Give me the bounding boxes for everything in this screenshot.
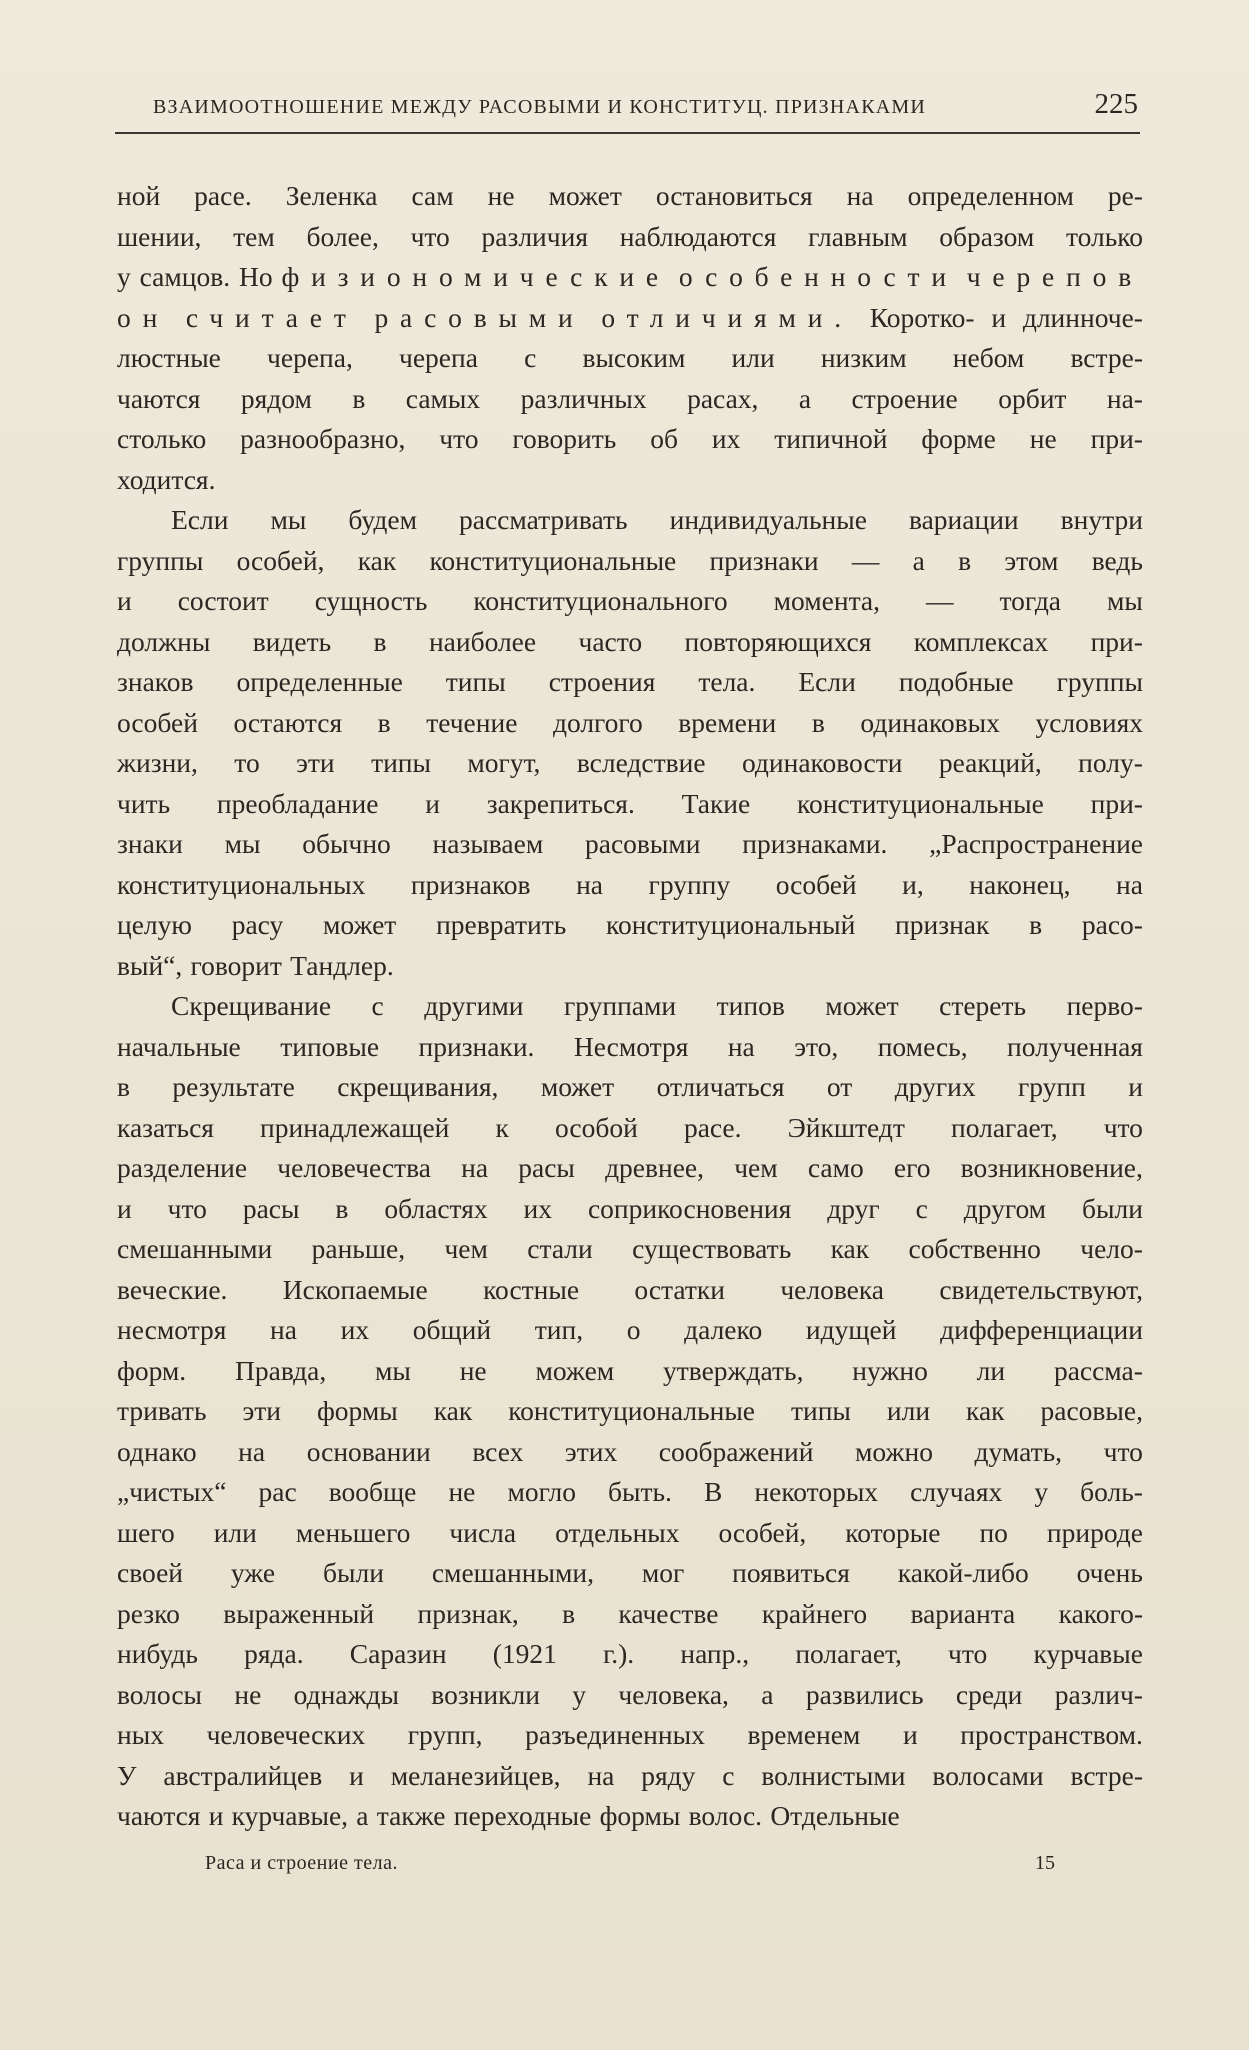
text-line: У австралийцев и меланезийцев, на ряду с волнистыми волосами встре-: [117, 1759, 1143, 1791]
text-line: шении, тем более, что различия наблюдаются главным образом только: [117, 220, 1143, 252]
text-line: „чистых“ рас вообще не могло быть. В некоторых случаях у боль-: [117, 1476, 1143, 1507]
text-line: вый“, говорит Тандлер.: [117, 949, 394, 981]
text-line: ных человеческих групп, разъединенных временем и пространством.: [117, 1719, 1143, 1750]
text-line: и состоит сущность конституционального момента, — тогда мы: [117, 585, 1143, 616]
page-header: [115, 88, 1140, 134]
running-head: ВЗАИМООТНОШЕНИЕ МЕЖДУ РАСОВЫМИ И КОНСТИТУЦ. ПРИЗНАКАМИ: [153, 96, 927, 118]
text-line: особей остаются в течение долгого времени в одинаковых условиях: [117, 706, 1143, 738]
text-line: у самцов. Но физиономические особенности черепов: [117, 261, 1143, 292]
text-line: чить преобладание и закрепиться. Такие конституциональные при-: [117, 787, 1143, 819]
text-line: и что расы в областях их соприкосновения друг с другом были: [117, 1192, 1143, 1224]
page-number: 225: [1094, 88, 1138, 120]
page-footer: [205, 1852, 1055, 1886]
text-line: смешанными раньше, чем стали существовать как собственно чело-: [117, 1233, 1143, 1264]
text-line: чаются и курчавые, а также переходные формы волос. Отдельные: [117, 1800, 900, 1831]
text-line: тривать эти формы как конституциональные типы или как расовые,: [117, 1395, 1143, 1426]
text-line: люстные черепа, черепа с высоким или низким небом встре-: [117, 342, 1143, 373]
paragraph: [117, 176, 1143, 500]
text-line: казаться принадлежащей к особой расе. Эйкштедт полагает, что: [117, 1111, 1143, 1143]
text-line: конституциональных признаков на группу особей и, наконец, на: [117, 868, 1143, 900]
signature-mark: 15: [1035, 1852, 1055, 1874]
text-line: веческие. Ископаемые костные остатки человека свидетельствуют,: [117, 1273, 1143, 1305]
paragraph: [117, 986, 1143, 1837]
text-line: разделение человечества на расы древнее, чем само его возникновение,: [117, 1152, 1143, 1183]
text-line: шего или меньшего числа отдельных особей, которые по природе: [117, 1516, 1143, 1548]
text-line: своей уже были смешанными, мог появиться какой-либо очень: [117, 1557, 1143, 1588]
text-line: жизни, то эти типы могут, вследствие одинаковости реакций, полу-: [117, 747, 1143, 778]
text-line: он считает расовыми отличиями. Коротко- и длинноче-: [117, 301, 1143, 333]
text-line: ной расе. Зеленка сам не может остановиться на определенном ре-: [117, 180, 1143, 211]
text-line: целую расу может превратить конституциональный признак в расо-: [117, 909, 1143, 940]
text-line: нибудь ряда. Саразин (1921 г.). напр., полагает, что курчавые: [117, 1638, 1143, 1669]
text-line: форм. Правда, мы не можем утверждать, нужно ли рассма-: [117, 1354, 1143, 1386]
footer-book-title: Раса и строение тела.: [205, 1852, 398, 1874]
body-text: [117, 176, 1143, 1837]
text-line: группы особей, как конституциональные признаки — а в этом ведь: [117, 544, 1143, 576]
text-line: резко выраженный признак, в качестве крайнего варианта какого-: [117, 1597, 1143, 1629]
text-line: знаки мы обычно называем расовыми признаками. „Распространение: [117, 828, 1143, 859]
text-line: знаков определенные типы строения тела. Если подобные группы: [117, 666, 1143, 697]
text-line: начальные типовые признаки. Несмотря на это, помесь, полученная: [117, 1030, 1143, 1062]
text-line: должны видеть в наиболее часто повторяющихся комплексах при-: [117, 625, 1143, 657]
text-line: столько разнообразно, что говорить об их типичной форме не при-: [117, 423, 1143, 454]
text-line: Скрещивание с другими группами типов может стереть перво-: [171, 990, 1143, 1021]
paragraph: [117, 500, 1143, 986]
text-line: Если мы будем рассматривать индивидуальные вариации внутри: [171, 504, 1143, 535]
text-line: волосы не однажды возникли у человека, а развились среди различ-: [117, 1678, 1143, 1710]
text-line: ходится.: [117, 463, 216, 495]
text-line: в результате скрещивания, может отличаться от других групп и: [117, 1071, 1143, 1102]
text-line: несмотря на их общий тип, о далеко идущей дифференциации: [117, 1314, 1143, 1345]
text-line: однако на основании всех этих соображений можно думать, что: [117, 1435, 1143, 1467]
text-line: чаются рядом в самых различных расах, а строение орбит на-: [117, 382, 1143, 414]
